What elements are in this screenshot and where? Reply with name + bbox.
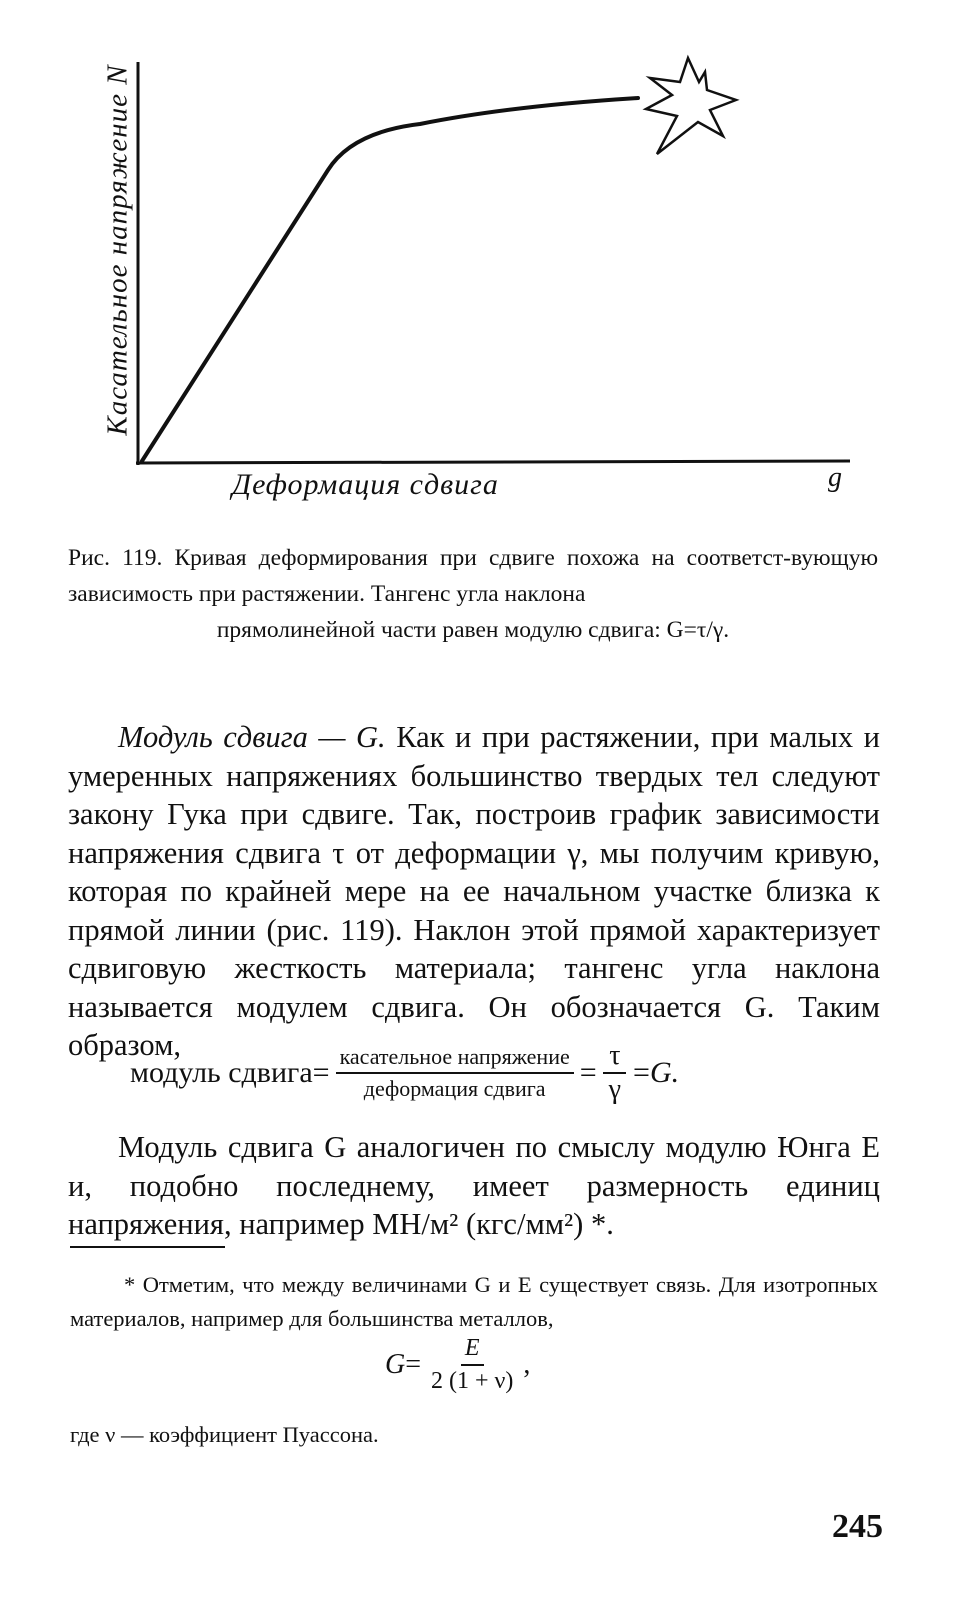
caption-tail: прямолинейной части равен модулю сдвига: G=τ/γ. (216, 617, 730, 643)
fracture-star-icon (646, 58, 736, 154)
fn-formula-numerator: E (461, 1335, 484, 1366)
formula-denominator: деформация сдвига (363, 1076, 546, 1101)
footnote-divider (70, 1246, 225, 1248)
stress-strain-plot (90, 40, 890, 520)
fn-formula-lhs: G (385, 1349, 406, 1380)
x-axis-label: Деформация сдвига (232, 468, 499, 501)
x-axis (136, 461, 850, 463)
formula-lhs: модуль сдвига (130, 1056, 313, 1089)
formula-equals-3: = (633, 1056, 650, 1089)
tau-over-gamma (603, 1040, 627, 1106)
footnote-formula (385, 1335, 530, 1395)
paragraph-young-analogy: Модуль сдвига G аналогичен по смыслу модулю Юнга E и, подобно последнему, имеет размерность единиц напряжения, например МН/м² (кгс/мм²) *. (68, 1130, 880, 1241)
formula-equals-2: = (579, 1056, 597, 1089)
y-axis-label: Касательное напряжение N (101, 64, 134, 436)
fn-formula-comma: , (523, 1349, 531, 1380)
paragraph-body: Как и при растяжении, при малых и умеренных напряжениях большинство твердых тел следуют закону Гука при сдвиге. Так, построив график зависимости напряжения сдвига τ от деформации γ, мы получим кривую, которая по крайней мере на ее начальном участке близка к прямой линии (рис. 119). Наклон этой прямой характеризует сдвиговую жесткость материала; тангенс угла наклона называется модулем сдвига. Он обозначается G. Таким образом, (68, 720, 881, 1062)
footnote-text: * Отметим, что между величинами G и E существует связь. Для изотропных материалов, например для большинства металлов, (70, 1272, 878, 1331)
formula-gamma: γ (608, 1074, 622, 1105)
formula-numerator: касательное напряжение (336, 1044, 574, 1074)
x-axis-symbol: g (828, 462, 842, 493)
formula-tau: τ (603, 1040, 626, 1074)
formula-result: G. (649, 1056, 680, 1089)
paragraph-shear-modulus (68, 718, 880, 1065)
fn-formula-fraction (427, 1335, 517, 1395)
page-number: 245 (832, 1508, 883, 1545)
formula-equals: = (312, 1056, 330, 1089)
figure-caption (68, 540, 878, 648)
shear-modulus-formula (130, 1040, 679, 1106)
fn-formula-equals: = (405, 1349, 422, 1380)
footnote-tail: где ν — коэффициент Пуассона. (70, 1422, 379, 1447)
deformation-curve (142, 98, 638, 461)
formula-fraction (336, 1044, 574, 1102)
shear-stress-strain-figure (90, 40, 890, 520)
fn-formula-denominator: 2 (1 + ν) (431, 1368, 514, 1394)
paragraph-term: Модуль сдвига — G. (118, 720, 386, 754)
caption-lead: Рис. 119. Кривая деформирования при сдвиге похожа на соответст-вующую зависимость при растяжении. Тангенс угла наклона (68, 545, 878, 607)
